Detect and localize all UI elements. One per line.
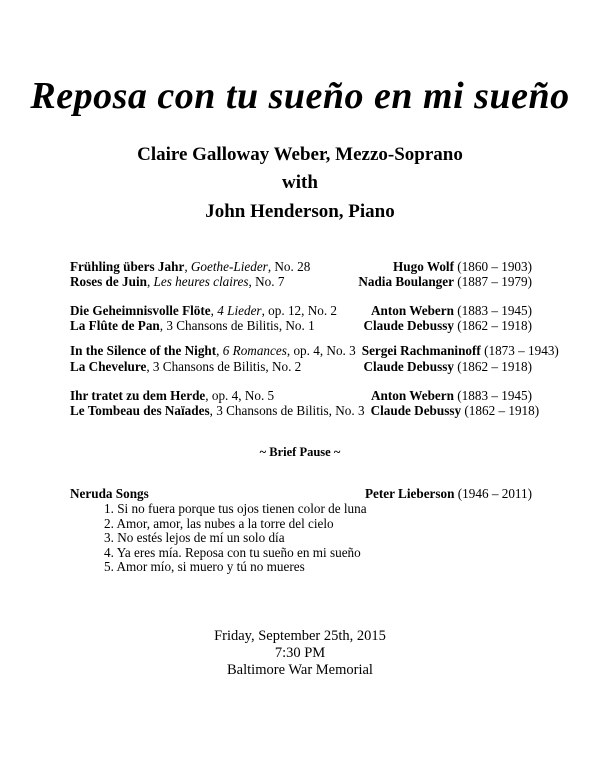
singer-heading: Claire Galloway Weber, Mezzo-Soprano [137, 144, 463, 165]
composer [362, 343, 559, 358]
intermission-note: ~ Brief Pause ~ [259, 445, 341, 459]
piece-title: La Chevelure [70, 359, 147, 374]
program-item [70, 359, 532, 374]
separator: , [184, 259, 191, 274]
composer [363, 359, 532, 374]
pianist-heading: John Henderson, Piano [205, 201, 395, 222]
composer-dates: (1862 – 1918) [453, 318, 532, 333]
program-title: Reposa con tu sueño en mi sueño [30, 75, 570, 117]
separator: , [146, 359, 153, 374]
piece-number: , No. 28 [267, 259, 311, 274]
piece-title: Roses de Juin [70, 274, 147, 289]
with-heading: with [282, 172, 318, 193]
piece-title: Die Geheimnisvolle Flöte [70, 303, 211, 318]
piece-number: , No. 3 [328, 403, 365, 418]
piece-title: La Flûte de Pan [70, 318, 160, 333]
piece-collection: Les heures claires [153, 274, 249, 289]
program-item [70, 388, 532, 403]
cycle-composer [365, 486, 532, 501]
composer-name: Claude Debussy [370, 403, 462, 418]
composer [371, 303, 532, 318]
separator: , [146, 274, 154, 289]
piece-collection: 4 Lieder [217, 303, 262, 318]
composer-dates: (1887 – 1979) [453, 274, 532, 289]
composer-dates: (1883 – 1945) [453, 388, 532, 403]
piece [70, 359, 301, 374]
composer-dates: (1873 – 1943) [480, 343, 559, 358]
composer [363, 318, 532, 333]
piece [70, 303, 337, 318]
piece [70, 403, 365, 418]
composer-dates: (1860 – 1903) [453, 259, 532, 274]
cycle-row [70, 486, 532, 501]
piece [70, 388, 274, 403]
piece-title: Ihr tratet zu dem Herde [70, 388, 206, 403]
composer-name: Claude Debussy [363, 318, 454, 333]
composer-dates: (1883 – 1945) [453, 303, 532, 318]
song-item: 5. Amor mío, si muero y tú no mueres [104, 559, 305, 574]
composer [371, 403, 540, 418]
piece-number: , No. 2 [265, 359, 302, 374]
separator: , [216, 343, 223, 358]
composer [358, 274, 532, 289]
composer-dates: (1946 – 2011) [454, 486, 532, 501]
piece-number: , No. 5 [238, 388, 275, 403]
program-item [70, 303, 532, 318]
composer-name: Anton Webern [371, 388, 454, 403]
piece-title: Frühling übers Jahr [70, 259, 185, 274]
composer [371, 388, 532, 403]
program-item [70, 318, 532, 333]
program-item [70, 403, 539, 418]
program-item [70, 259, 532, 274]
piece-number: , No. 1 [278, 318, 315, 333]
separator: , [159, 318, 167, 333]
piece [70, 343, 356, 358]
song-item: 3. No estés lejos de mí un solo día [104, 530, 285, 545]
program-item [70, 343, 559, 358]
piece [70, 318, 315, 333]
cycle-title: Neruda Songs [70, 486, 149, 501]
piece-collection: 3 Chansons de Bilitis [216, 403, 329, 418]
piece [70, 274, 284, 289]
program-item [70, 274, 532, 289]
song-item: 2. Amor, amor, las nubes a la torre del cielo [104, 516, 334, 531]
song-item: 4. Ya eres mía. Reposa con tu sueño en mi sueño [104, 545, 361, 560]
composer-name: Hugo Wolf [393, 259, 454, 274]
composer-dates: (1862 – 1918) [461, 403, 540, 418]
piece-number: , No. 7 [248, 274, 285, 289]
piece-title: In the Silence of the Night [70, 343, 217, 358]
event-time: 7:30 PM [274, 645, 326, 661]
piece-collection: 3 Chansons de Bilitis [152, 359, 266, 374]
piece-title: Le Tombeau des Naïades [70, 403, 210, 418]
composer-name: Anton Webern [371, 303, 454, 318]
composer [393, 259, 532, 274]
piece [70, 259, 310, 274]
separator: , [209, 403, 217, 418]
piece-collection: 3 Chansons de Bilitis [166, 318, 279, 333]
separator: , [210, 303, 218, 318]
separator: , [205, 388, 212, 403]
piece-number: , op. 12, No. 2 [261, 303, 338, 318]
event-date: Friday, September 25th, 2015 [214, 628, 386, 644]
piece-collection: 6 Romances [222, 343, 287, 358]
event-venue: Baltimore War Memorial [227, 662, 373, 678]
piece-number: , op. 4, No. 3 [286, 343, 356, 358]
composer-name: Sergei Rachmaninoff [361, 343, 481, 358]
piece-collection: op. 4 [211, 388, 239, 403]
composer-name: Claude Debussy [363, 359, 454, 374]
composer-name: Nadia Boulanger [358, 274, 454, 289]
song-item: 1. Si no fuera porque tus ojos tienen color de luna [104, 501, 367, 516]
composer-name: Peter Lieberson [364, 486, 455, 501]
piece-collection: Goethe-Lieder [190, 259, 268, 274]
composer-dates: (1862 – 1918) [453, 359, 532, 374]
